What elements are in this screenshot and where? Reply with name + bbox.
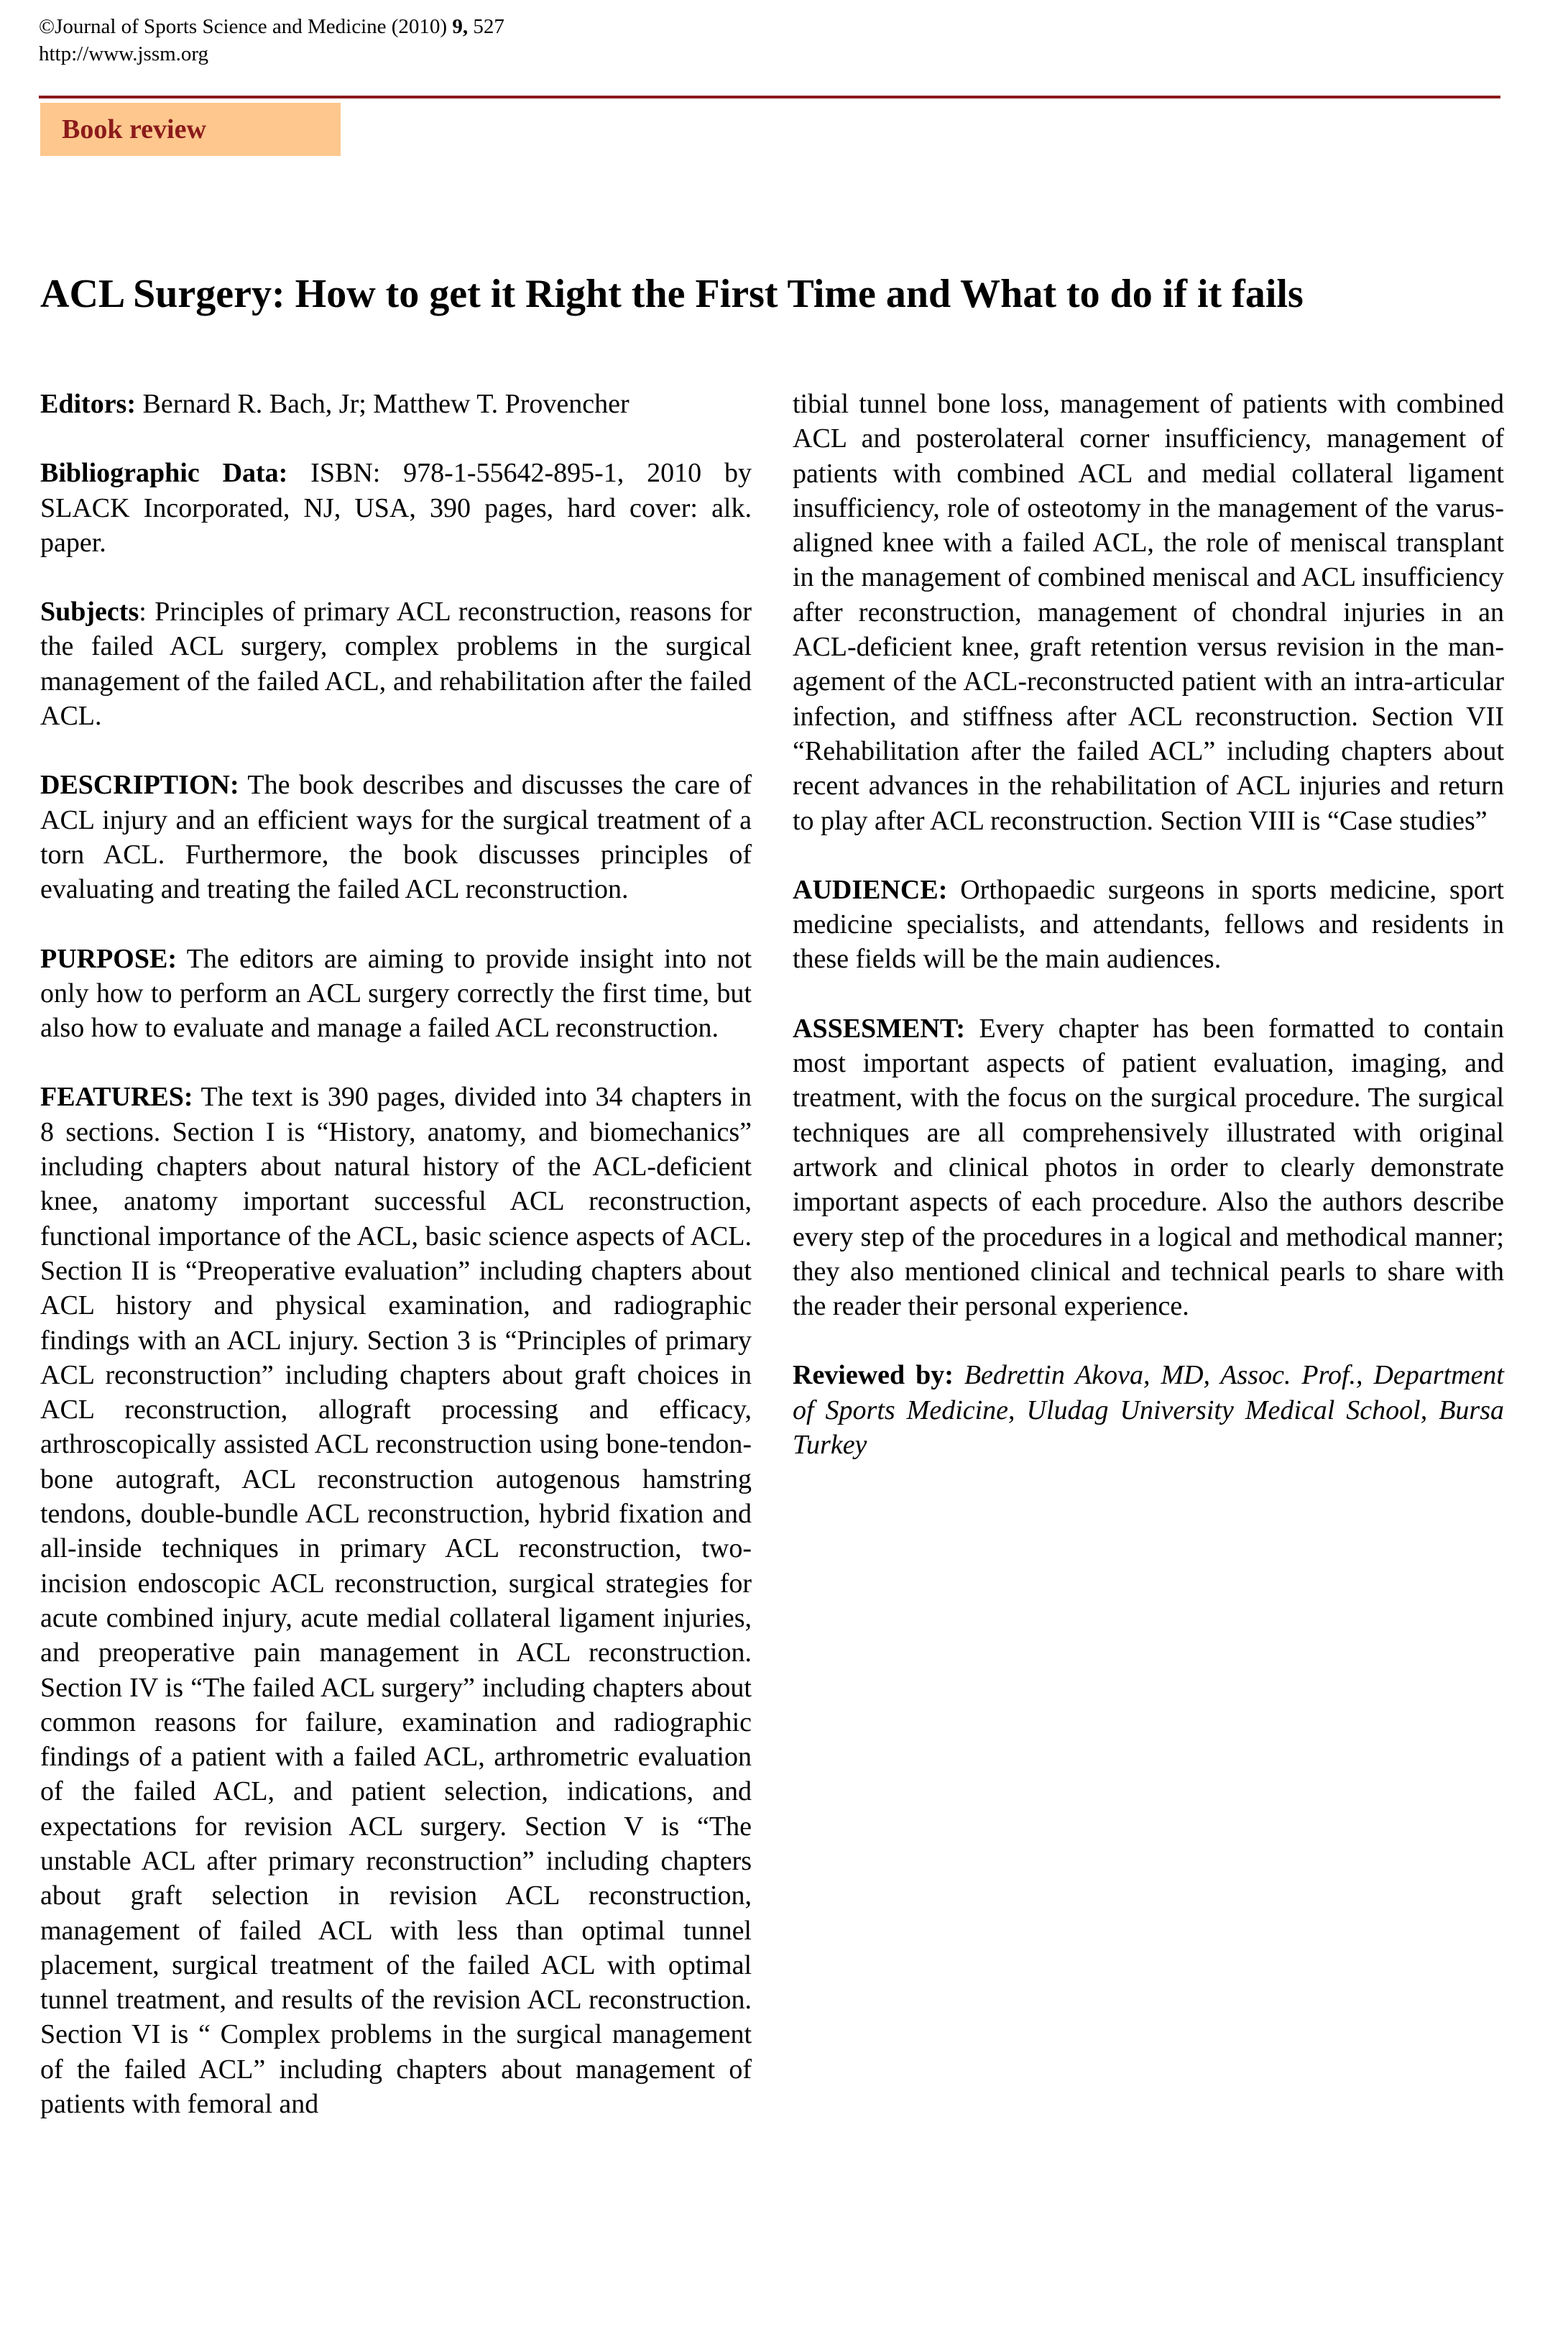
purpose-label: PURPOSE: (40, 943, 177, 974)
editors-paragraph (40, 387, 752, 421)
audience-text: Orthopaedic surgeons in sports medicine, sport medicine specialists, and attendants, fellows and residents in these fields will be the main audiences. (793, 874, 1504, 975)
journal-header (39, 13, 504, 68)
editors-label: Editors: (40, 389, 136, 419)
section-tag: Book review (40, 103, 341, 156)
page-number: 527 (468, 15, 504, 38)
audience-paragraph (793, 873, 1504, 977)
purpose-text: The editors are aiming to provide insight into not only how to perform an ACL surgery correctly the first time, but also how to evaluate and manage a failed ACL reconstruction. (40, 943, 752, 1044)
bibliographic-label: Bibliographic Data: (40, 458, 288, 489)
features-text: The text is 390 pages, divided into 34 chapters in 8 sections. Section I is “History, anatomy, and biomechanics” including chapters about natural history of the ACL-deficient knee, anatomy important successful ACL reconstruction, functional importance of the ACL, basic science aspects of ACL. Section II is “Preoperative evaluation” including chapters about ACL history and physical examination, and radiographic findings with an ACL injury. Section 3 is “Principles of primary ACL reconstruction” including chapters about graft choices in ACL reconstruction, allograft processing and efficacy, arthroscopically assisted ACL reconstruction using bone-tendon-bone autograft, ACL reconstruction autogenous hamstring tendons, double-bundle ACL reconstruction, hybrid fixation and all-inside techniques in primary ACL reconstruction, two-incision endoscopic ACL reconstruction, surgical strategies for acute combined injury, acute medial collateral ligament injuries, and preoperative pain management in ACL reconstruction. Section IV is “The failed ACL surgery” including chapters about common reasons for failure, examination and radiographic findings of a patient with a failed ACL, arthrometric evaluation of the failed ACL, and patient selection, indications, and expectations for revision ACL surgery. Section V is “The unstable ACL after primary reconstruction” including chapters about graft selection in revision ACL reconstruction, management of failed ACL with less than optimal tunnel placement, surgical treatment of the failed ACL with optimal tunnel treatment, and results of the revision ACL reconstruction. Section VI is “ Complex problems in the surgical management of the failed ACL” including chapters about management of patients with femoral and (40, 1082, 752, 2120)
bibliographic-paragraph (40, 456, 752, 560)
description-label: DESCRIPTION: (40, 770, 239, 801)
journal-url: http://www.jssm.org (39, 42, 209, 65)
article-title: ACL Surgery: How to get it Right the First Time and What to do if it fails (40, 272, 1304, 316)
audience-label: AUDIENCE: (793, 874, 948, 905)
description-text: The book describes and discusses the care of ACL injury and an efficient ways for the surgical treatment of a torn ACL. Furthermore, the book discusses principles of evaluating and treating the failed ACL reconstruction. (40, 770, 752, 905)
header-rule (39, 96, 1500, 98)
reviewer-text: Bedrettin Akova, MD, Assoc. Prof., Department of Sports Medicine, Uludag University Medical School, Bursa Turkey (793, 1360, 1504, 1461)
bibliographic-text: ISBN: 978-1-55642-895-1, 2010 by SLACK Incorporated, NJ, USA, 390 pages, hard cover: alk. paper. (40, 458, 752, 558)
features-paragraph (40, 1080, 752, 2121)
volume-number: 9, (452, 15, 469, 38)
description-paragraph (40, 768, 752, 906)
reviewer-paragraph (793, 1358, 1504, 1462)
citation-line (39, 13, 504, 40)
subjects-paragraph (40, 594, 752, 733)
assesment-paragraph (793, 1011, 1504, 1324)
subjects-label: Subjects (40, 597, 139, 628)
editors-text: Bernard R. Bach, Jr; Matthew T. Provencher (136, 389, 629, 419)
assesment-text: Every chapter has been formatted to contain most important aspects of patient evaluation, imaging, and treatment, with the focus on the surgical procedure. The surgical techniques are all comprehensively illustrated with original artwork and clinical photos in order to clearly demonstrate important aspects of each procedure. Also the authors describe every step of the procedures in a logical and methodical manner; they also mentioned clinical and technical pearls to share with the reader their personal experience. (793, 1013, 1504, 1322)
purpose-paragraph (40, 942, 752, 1046)
reviewer-label: Reviewed by: (793, 1360, 954, 1391)
subjects-text: : Principles of primary ACL reconstruction, reasons for the failed ACL surgery, complex problems in the surgical management of the failed ACL, and rehabilitation after the failed ACL. (40, 597, 752, 732)
left-column (40, 387, 752, 2156)
right-column (793, 387, 1504, 1497)
features-continuation: tibial tunnel bone loss, management of patients with combined ACL and posterolateral corner insufficiency, management of patients with combined ACL and medial collateral ligament insufficiency, role of osteotomy in the management of the varus-aligned knee with a failed ACL, the role of meniscal transplant in the management of combined meniscal and ACL insufficiency after reconstruction, management of chondral injuries in an ACL-deficient knee, graft retention versus revision in the management of the ACL-reconstructed patient with an intra-articular infection, and stiffness after ACL reconstruction. Section VII “Rehabilitation after the failed ACL” including chapters about recent advances in the rehabilitation of ACL injuries and return to play after ACL reconstruction. Section VIII is “Case studies” (793, 389, 1504, 836)
assesment-label: ASSESMENT: (793, 1013, 966, 1044)
features-label: FEATURES: (40, 1082, 193, 1113)
citation-text: ©Journal of Sports Science and Medicine (2010) (39, 15, 453, 38)
